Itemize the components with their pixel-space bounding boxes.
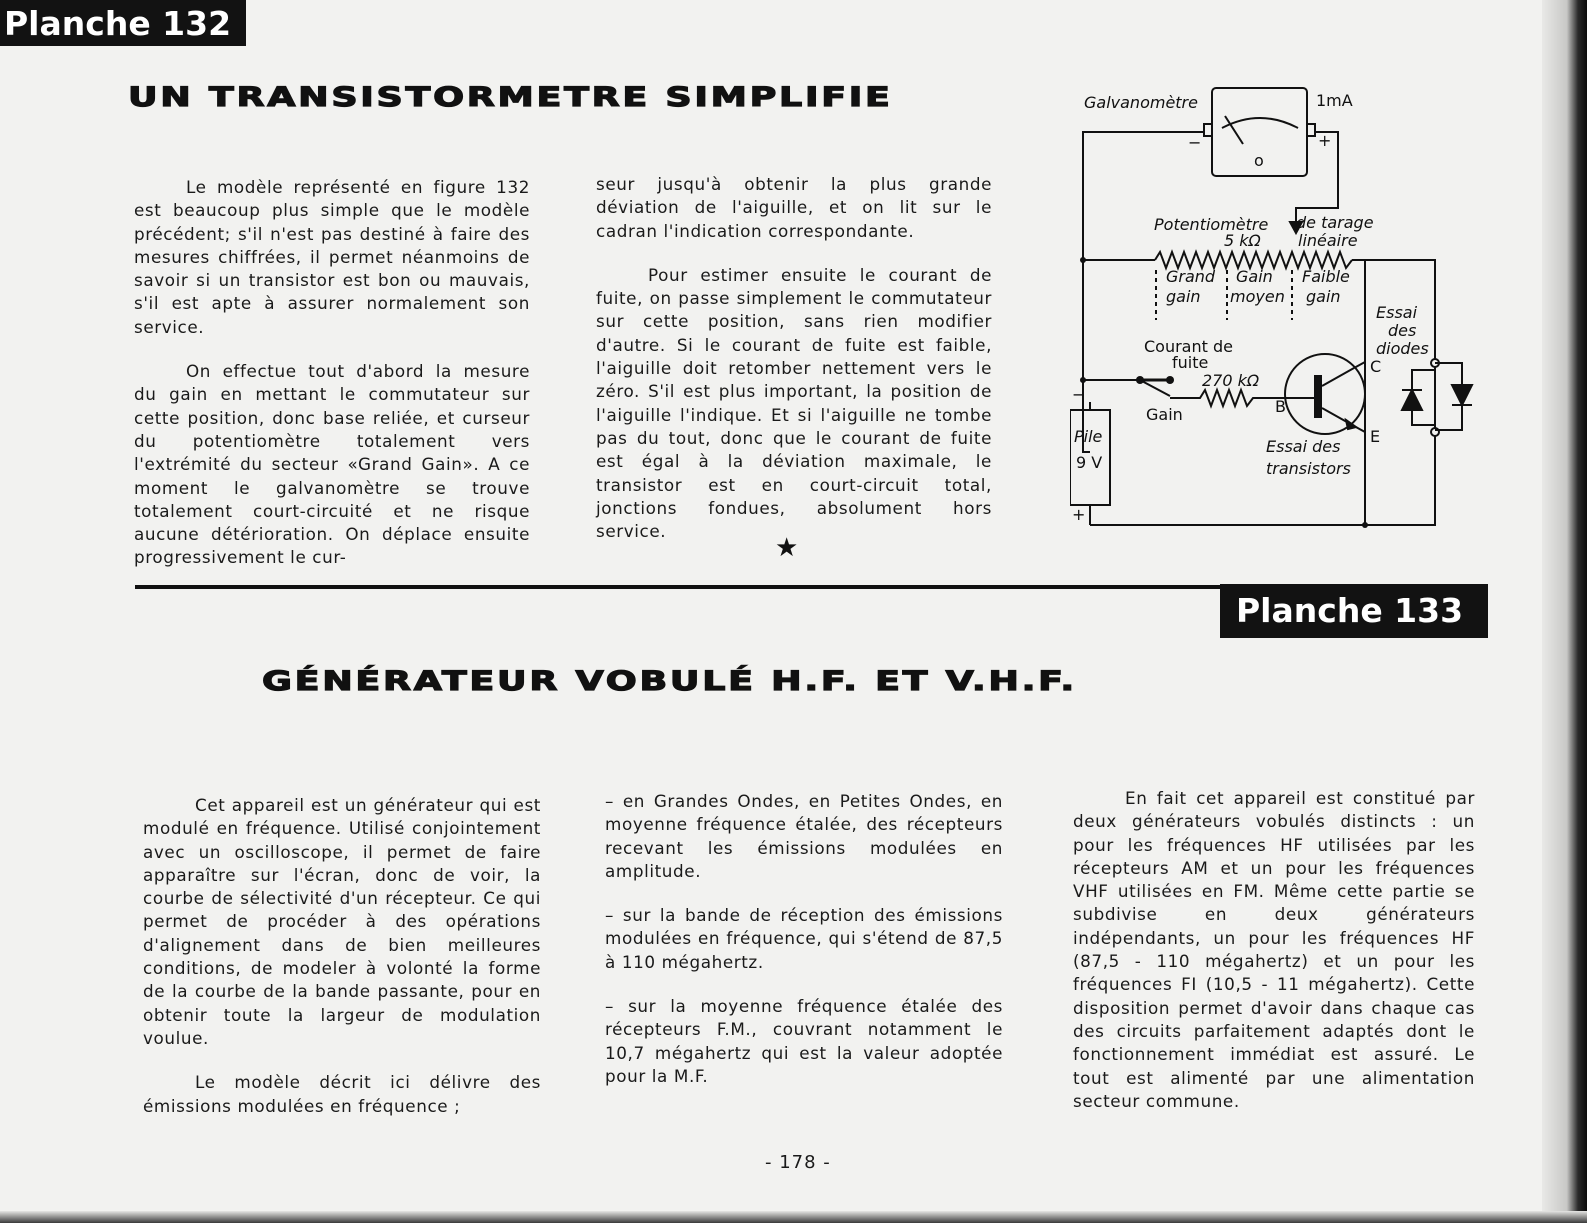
label-galvano-plus: + (1318, 131, 1332, 150)
label-diodes: diodes (1376, 339, 1429, 358)
paragraph: On effectue tout d'abord la mesure du gain en mettant le commutateur sur cette position, donc base reliée, et curseur du potentiomètre totalement vers l'extrémité du secteur «Grand Gain». A ce moment le galvanomètre se trouve totalement court-circuité et ne risque aucune détérioration. On déplace ensuite progressivement le cur- (134, 361, 530, 568)
diode-1 (1402, 390, 1422, 410)
label-fuite: fuite (1172, 353, 1209, 372)
label-courant-de: Courant de (1144, 337, 1233, 356)
label-galvano-zero: o (1254, 151, 1264, 170)
label-range: 1mA (1316, 91, 1353, 110)
text-column-133-middle (605, 790, 1003, 1109)
label-des: des (1388, 321, 1417, 340)
galvanometer-scale (1222, 118, 1298, 128)
transistormeter-circuit-diagram (1070, 80, 1480, 540)
label-gain-switch: Gain (1146, 405, 1183, 424)
label-pile: Pile (1074, 427, 1103, 446)
paragraph: En fait cet appareil est constitué par deux générateurs vobulés distincts : un pour les fréquences HF utilisées par les récepteurs AM et un pour les fréquences VHF utilisées en FM. Même cette partie se subdivise en deux générateurs indépendants, un pour les fréquences HF (87,5 - 110 mégahertz) et un pour les fréquences FI (10,5 - 11 mégahertz). Cette disposition permet d'avoir dans chaque cas des circuits parfaitement adaptés dont le fonctionnement immédiat est assuré. Le tout est alimenté par une alimentation secteur commune. (1073, 788, 1475, 1111)
label-essai-des: Essai des (1266, 437, 1341, 456)
page-edge-shadow (1542, 0, 1587, 1223)
paragraph: Cet appareil est un générateur qui est modulé en fréquence. Utilisé conjointement avec un oscilloscope, il permet de faire apparaître sur l'écran, donc de voir, la courbe de sélectivité d'un récepteur. Ce qui permet de procéder à des opérations d'alignement dans de bien meilleures conditions, de modeler à volonté la forme de la courbe de la bande passante, pour en obtenir toute la largeur de modulation voulue. (143, 795, 541, 1048)
paragraph: Le modèle représenté en figure 132 est beaucoup plus simple que le modèle précédent; s'il n'est pas destiné à faire des mesures chiffrées, il permet néanmoins de savoir si un transistor est bon ou mauvais, s'il est apte à assurer normalement son service. (134, 177, 530, 337)
label-collector: C (1370, 357, 1382, 376)
diode-2 (1452, 385, 1472, 405)
label-potentiometre: Potentiomètre (1154, 215, 1269, 234)
label-moyen: moyen (1230, 287, 1285, 306)
paragraph: – sur la bande de réception des émissions modulées en fréquence, qui s'étend de 87,5 à 110 mégahertz. (605, 905, 1003, 972)
title-132: UN TRANSISTORMETRE SIMPLIFIE (128, 82, 893, 113)
label-grand-gain: gain (1166, 287, 1201, 306)
label-base: B (1275, 397, 1286, 416)
label-pile-minus: − (1072, 385, 1086, 404)
label-pile-plus: + (1072, 505, 1086, 524)
label-gain: Gain (1236, 267, 1273, 286)
label-galvanometre: Galvanomètre (1084, 93, 1198, 112)
transistor-symbol (1285, 354, 1365, 434)
label-essai: Essai (1376, 303, 1418, 322)
label-faible: Faible (1302, 267, 1350, 286)
plate-tag-132: Planche 132 (0, 0, 246, 46)
text-column-132-right (596, 173, 992, 564)
page-bottom-shadow (0, 1211, 1587, 1223)
label-pot-value: 5 kΩ (1224, 231, 1261, 250)
label-volts: 9 V (1076, 453, 1103, 472)
potentiometer-resistor (1155, 252, 1352, 268)
page-number: - 178 - (765, 1152, 831, 1173)
paragraph: Pour estimer ensuite le courant de fuite, on passe simplement le commutateur sur cette position, sans rien modifier d'autre. Si le courant de fuite est faible, l'aiguille doit retomber nettement vers le zéro. S'il est plus important, la position de l'aiguille l'indique. Et si l'aiguille ne tombe pas du tout, donc que le courant de fuite est égal à la déviation maximale, le transistor est en court-circuit total, jonctions fondues, absolument hors service. (596, 264, 992, 542)
plate-tag-133: Planche 133 (1220, 584, 1488, 638)
label-emitter: E (1370, 427, 1381, 446)
text-column-133-left (143, 794, 541, 1139)
label-galvano-minus: − (1188, 133, 1202, 152)
paragraph: – sur la moyenne fréquence étalée des récepteurs F.M., couvrant notamment le 10,7 mégahertz qui est la valeur adoptée pour la M.F. (605, 996, 1003, 1086)
label-lineaire: linéaire (1298, 231, 1358, 250)
title-133: GÉNÉRATEUR VOBULÉ H.F. ET V.H.F. (262, 666, 1077, 697)
label-de-tarage: de tarage (1296, 213, 1374, 232)
text-column-132-left (134, 176, 530, 591)
label-transistors: transistors (1266, 459, 1351, 478)
paragraph: Le modèle décrit ici délivre des émissions modulées en fréquence ; (143, 1072, 541, 1116)
label-faible-gain: gain (1306, 287, 1341, 306)
text-column-133-right (1073, 787, 1475, 1134)
label-grand: Grand (1166, 267, 1216, 286)
paragraph: – en Grandes Ondes, en Petites Ondes, en moyenne fréquence étalée, des récepteurs recevant les émissions modulées en amplitude. (605, 791, 1003, 881)
label-resistor: 270 kΩ (1202, 371, 1260, 390)
star-separator: ★ (775, 533, 799, 563)
paragraph: seur jusqu'à obtenir la plus grande déviation de l'aiguille, et on lit sur le cadran l'indication correspondante. (596, 174, 992, 241)
